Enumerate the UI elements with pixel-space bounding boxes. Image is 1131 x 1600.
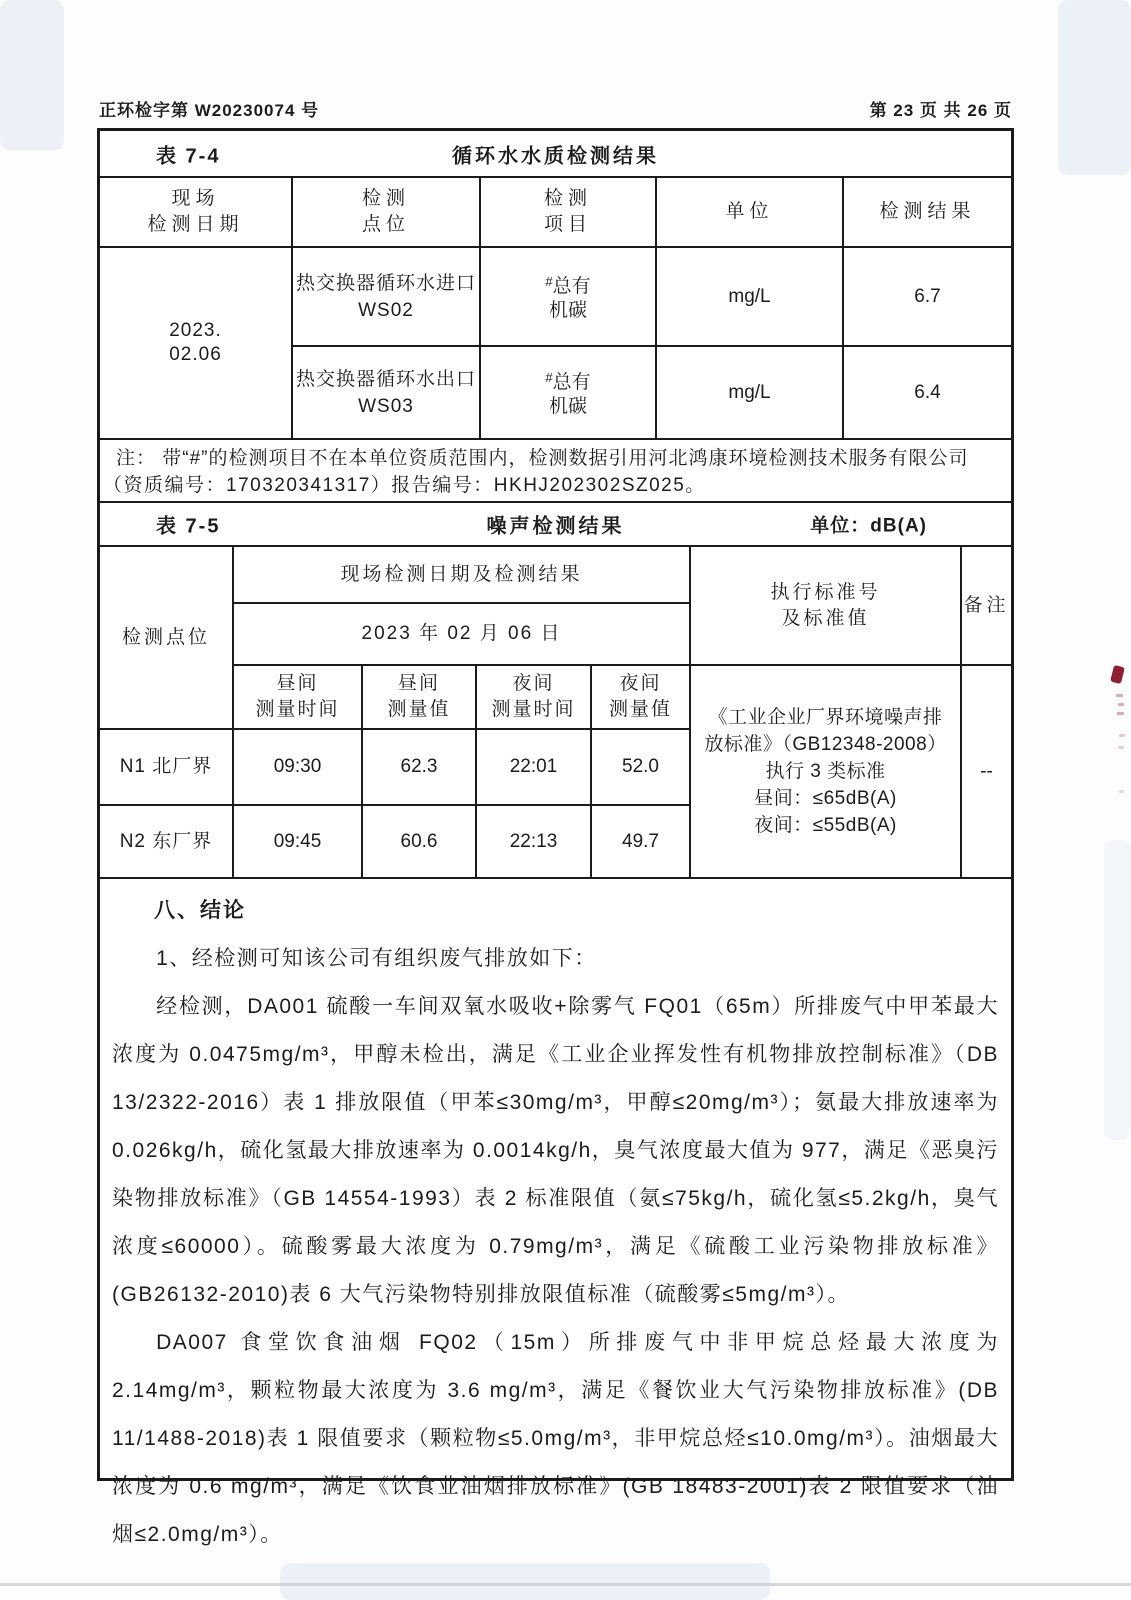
table74-header-row bbox=[100, 178, 1011, 247]
red-ink-speck bbox=[1119, 790, 1124, 793]
subheader-day-value: 昼间 测量值 bbox=[362, 665, 476, 729]
conclusion-heading: 八、结论 bbox=[154, 899, 246, 922]
result-value-1: 6.7 bbox=[843, 247, 1011, 346]
table75-unit-label: 单位：dB(A) bbox=[810, 515, 927, 537]
scan-tint-top-right bbox=[1058, 0, 1131, 175]
point-n2: N2 东厂界 bbox=[100, 805, 233, 878]
scan-edge-line bbox=[0, 1583, 1131, 1586]
subheader-night-value: 夜间 测量值 bbox=[591, 665, 690, 729]
table74-note bbox=[100, 440, 1011, 503]
conclusion-paragraph-1: 经检测，DA001 硫酸一车间双氧水吸收+除雾气 FQ01（65m）所排废气中甲苯最大浓度为 0.0475mg/m³，甲醇未检出，满足《工业企业挥发性有机物排放控制标准》（DB 13/2322-2016）表 1 排放限值（甲苯≤30mg/m³，甲醇≤20mg/m³）；氨最大排放速率为 0.026kg/h，硫化氢最大排放速率为 0.0014kg/h，臭气浓度最大值为 977，满足《恶臭污染物排放标准》（GB 14554-1993）表 2 标准限值（氨≤75kg/h，硫化氢≤5.2kg/h，臭气浓度≤60000）。硫酸雾最大浓度为 0.79mg/m³，满足《硫酸工业污染物排放标准》(GB26132-2010)表 6 大气污染物特别排放限值标准（硫酸雾≤5mg/m³）。 bbox=[112, 995, 999, 1306]
table74-caption-row bbox=[100, 131, 1011, 178]
unit-value-2: mg/L bbox=[656, 346, 843, 439]
note-line-1: 注： 带“#”的检测项目不在本单位资质范围内，检测数据引用河北鸿康环境检测技术服务有限公司 bbox=[116, 448, 969, 469]
col-header-standard: 执行标准号 及标准值 bbox=[690, 547, 961, 665]
table75-header-row-1 bbox=[100, 547, 1011, 603]
n1-night-time: 22:01 bbox=[476, 729, 591, 805]
col-header-point: 检测点位 bbox=[100, 547, 233, 729]
note-line-2: （资质编号：170320341317）报告编号：HKHJ202302SZ025。 bbox=[103, 475, 706, 496]
result-value-2: 6.4 bbox=[843, 346, 1011, 439]
measure-date-cell: 2023 年 02 月 06 日 bbox=[233, 603, 690, 665]
doc-number: 正环检字第 W20230074 号 bbox=[99, 101, 320, 120]
n1-day-time: 09:30 bbox=[233, 729, 362, 805]
circulating-water-table bbox=[100, 178, 1011, 440]
table75-caption: 表 7-5 bbox=[156, 515, 221, 538]
sample-point-ws02: 热交换器循环水进口 WS02 bbox=[292, 247, 480, 346]
scan-tint-top-left bbox=[0, 0, 64, 150]
conclusion-section bbox=[100, 879, 1011, 1559]
subheader-day-time: 昼间 测量时间 bbox=[233, 665, 362, 729]
test-item-toc-2: #总有 机碳 bbox=[480, 346, 656, 439]
point-n1: N1 北厂界 bbox=[100, 729, 233, 805]
col-header-sample-point: 检测 点位 bbox=[292, 178, 480, 247]
col-header-result: 检测结果 bbox=[843, 178, 1011, 247]
scan-tint-right-strip bbox=[1104, 840, 1131, 1140]
table75-subheader-row bbox=[100, 665, 1011, 729]
col-header-test-item: 检测 项目 bbox=[480, 178, 656, 247]
remark-value-cell: -- bbox=[961, 665, 1011, 878]
red-ink-speck bbox=[1118, 703, 1124, 706]
n2-day-value: 60.6 bbox=[362, 805, 476, 878]
table74-title: 循环水水质检测结果 bbox=[452, 145, 659, 167]
conclusion-item1: 1、经检测可知该公司有组织废气排放如下： bbox=[156, 947, 597, 970]
scan-tint-bottom bbox=[280, 1563, 770, 1600]
table74-caption: 表 7-4 bbox=[156, 145, 221, 167]
table74-row-ws02 bbox=[100, 247, 1011, 346]
sample-point-ws03: 热交换器循环水出口 WS03 bbox=[292, 346, 480, 439]
col-header-results: 现场检测日期及检测结果 bbox=[233, 547, 690, 603]
test-item-toc-1: #总有 机碳 bbox=[480, 247, 656, 346]
n2-night-value: 49.7 bbox=[591, 805, 690, 878]
red-ink-speck bbox=[1118, 746, 1124, 749]
n2-day-time: 09:45 bbox=[233, 805, 362, 878]
subheader-night-time: 夜间 测量时间 bbox=[476, 665, 591, 729]
table75-title: 噪声检测结果 bbox=[486, 515, 625, 538]
unit-value-1: mg/L bbox=[656, 247, 843, 346]
table75-caption-row bbox=[100, 503, 1011, 547]
standard-value-cell: 《工业企业厂界环境噪声排 放标准》（GB12348-2008） 执行 3 类标准 昼间：≤65dB(A) 夜间：≤55dB(A) bbox=[690, 665, 961, 878]
red-ink-mark bbox=[1110, 665, 1125, 684]
conclusion-paragraph-2: DA007 食堂饮食油烟 FQ02（15m）所排废气中非甲烷总烃最大浓度为 2.14mg/m³，颗粒物最大浓度为 3.6 mg/m³，满足《餐饮业大气污染物排放标准》(DB 11/1488-2018)表 1 限值要求（颗粒物≤5.0mg/m³，非甲烷总烃≤10.0mg/m³）。油烟最大浓度为 0.6 mg/m³，满足《饮食业油烟排放标准》(GB 18483-2001)表 2 限值要求（油烟≤2.0mg/m³）。 bbox=[112, 1331, 999, 1546]
red-ink-speck bbox=[1119, 734, 1125, 737]
n2-night-time: 22:13 bbox=[476, 805, 591, 878]
n1-night-value: 52.0 bbox=[591, 729, 690, 805]
col-header-unit: 单位 bbox=[656, 178, 843, 247]
red-ink-speck bbox=[1116, 694, 1123, 697]
n1-day-value: 62.3 bbox=[362, 729, 476, 805]
content-box bbox=[97, 128, 1014, 1546]
sample-date-cell: 2023. 02.06 bbox=[100, 247, 292, 439]
noise-table bbox=[100, 547, 1011, 879]
page-indicator: 第 23 页 共 26 页 bbox=[869, 101, 1012, 120]
col-header-sample-date: 现场 检测日期 bbox=[100, 178, 292, 247]
col-header-remark: 备注 bbox=[961, 547, 1011, 665]
red-ink-speck bbox=[1117, 712, 1124, 715]
